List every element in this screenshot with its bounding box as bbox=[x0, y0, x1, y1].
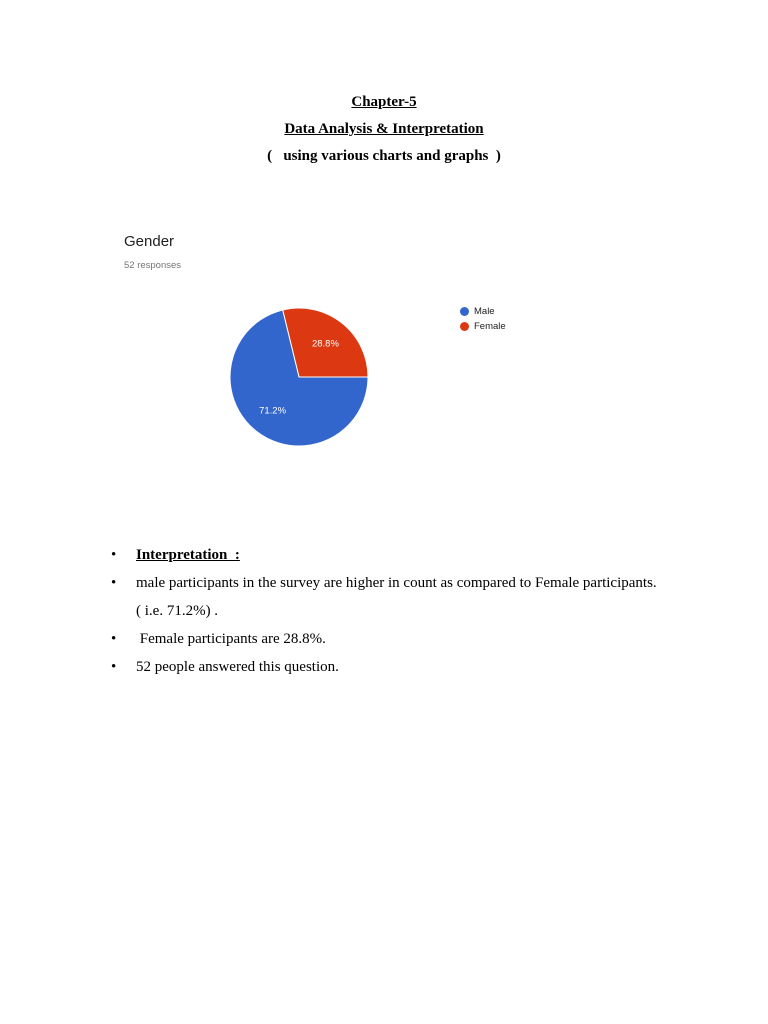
chart-subtitle: 52 responses bbox=[124, 260, 182, 271]
list-item-text: male participants in the survey are higher in count as compared to Female participants. bbox=[136, 575, 657, 591]
chapter-heading: Chapter-5 bbox=[351, 94, 417, 110]
legend-item-male bbox=[460, 304, 506, 319]
legend-item-female bbox=[460, 319, 506, 334]
list-item-text-continuation: ( i.e. 71.2%) . bbox=[136, 603, 219, 619]
chart-title: Gender bbox=[124, 233, 175, 250]
legend-swatch-male bbox=[460, 307, 469, 316]
pie-label-male: 71.2% bbox=[259, 405, 287, 417]
section-note: ( using various charts and graphs ) bbox=[267, 148, 501, 164]
interpretation-heading bbox=[111, 541, 711, 569]
list-item bbox=[111, 653, 711, 681]
list-item-text: Female participants are 28.8%. bbox=[136, 631, 326, 647]
interpretation-label: Interpretation : bbox=[136, 547, 240, 563]
pie-label-female: 28.8% bbox=[311, 338, 339, 350]
chart-legend bbox=[460, 304, 506, 334]
legend-swatch-female bbox=[460, 322, 469, 331]
legend-label-male: Male bbox=[474, 306, 495, 317]
interpretation-list bbox=[111, 541, 711, 681]
list-item-text: 52 people answered this question. bbox=[136, 659, 339, 675]
pie-chart bbox=[110, 226, 540, 466]
gender-chart-card bbox=[110, 226, 540, 466]
section-heading: Data Analysis & Interpretation bbox=[284, 121, 484, 137]
legend-label-female: Female bbox=[474, 321, 506, 332]
list-item bbox=[111, 569, 711, 625]
list-item bbox=[111, 625, 711, 653]
